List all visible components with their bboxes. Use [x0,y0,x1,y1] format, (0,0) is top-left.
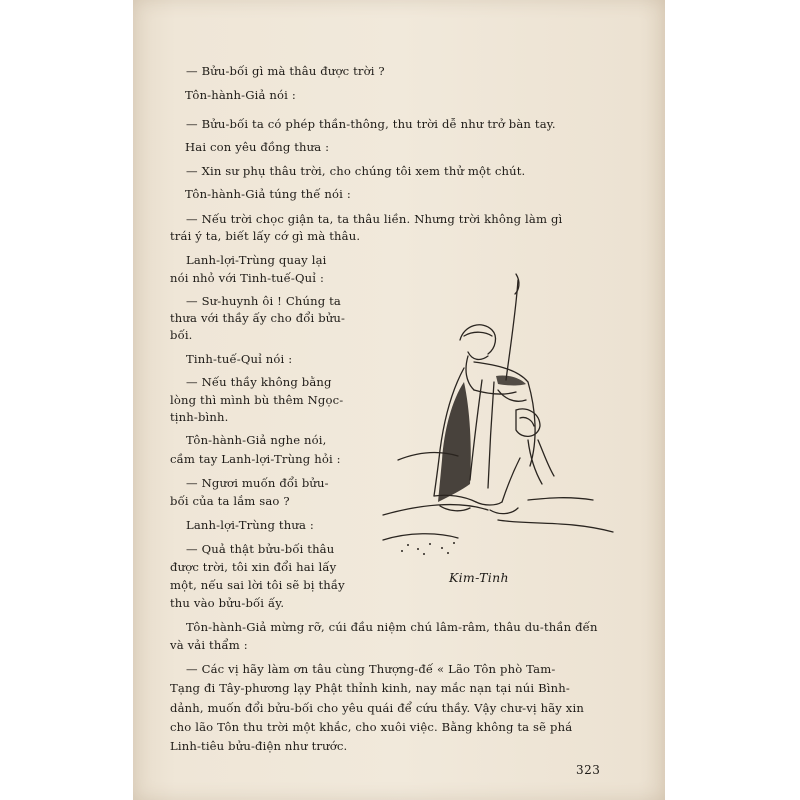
text-line: một, nếu sai lời tôi sẽ bị thầy [170,578,345,592]
text-line: Tôn-hành-Giả túng thế nói : [185,187,351,201]
text-line: và vải thẩm : [170,638,248,652]
text-line: — Ngươi muốn đổi bửu- [186,476,329,490]
text-line: dảnh, muốn đổi bửu-bối cho yêu quái để cứu thầy. Vậy chư-vị hãy xin [170,701,584,715]
illustration-caption: Kim-Tinh [449,570,509,585]
text-line: Tôn-hành-Giả mừng rỡ, cúi đầu niệm chú lâm-râm, thâu du-thần đến [186,620,598,634]
text-line: cầm tay Lanh-lợi-Trùng hỏi : [170,452,341,466]
text-line: — Bửu-bối ta có phép thần-thông, thu trời dễ như trở bàn tay. [186,117,556,131]
text-line: thưa với thầy ấy cho đổi bửu- [170,311,346,325]
text-line: thu vào bửu-bối ấy. [170,596,285,610]
text-line: — Xin sư phụ thâu trời, cho chúng tôi xem thử một chút. [186,164,526,178]
book-page [133,0,665,800]
text-line: Tôn-hành-Giả nói : [185,88,296,102]
kim-tinh-illustration [378,270,628,560]
text-line: — Sư-huynh ôi ! Chúng ta [186,294,341,308]
text-line: Hai con yêu đồng thưa : [185,140,330,154]
text-line: bối của ta lắm sao ? [170,494,290,508]
text-line: Linh-tiêu bửu-điện như trước. [170,739,348,753]
text-line: — Các vị hãy làm ơn tâu cùng Thượng-đế « Lão Tôn phò Tam- [186,662,556,676]
text-line: trái ý ta, biết lấy cớ gì mà thâu. [170,229,361,243]
text-line: cho lão Tôn thu trời một khắc, cho xuôi việc. Bằng không ta sẽ phá [170,720,573,734]
text-line: bối. [170,328,193,342]
text-line: — Quả thật bửu-bối thâu [186,542,335,556]
text-line: Lanh-lợi-Trùng thưa : [186,518,314,532]
text-line: Lanh-lợi-Trùng quay lại [186,253,327,267]
text-line: nói nhỏ với Tinh-tuế-Quỉ : [170,271,325,285]
text-line: tịnh-bình. [170,410,229,424]
text-line: — Nếu thầy không bằng [186,375,332,389]
text-line: — Bửu-bối gì mà thâu được trời ? [186,64,385,78]
text-line: được trời, tôi xin đổi hai lấy [170,560,337,574]
text-line: Tinh-tuế-Quỉ nói : [186,352,293,366]
text-line: Tạng đi Tây-phương lạy Phật thỉnh kinh, nay mắc nạn tại núi Bình- [170,681,570,695]
text-line: — Nếu trời chọc giận ta, ta thâu liền. Nhưng trời không làm gì [186,212,563,226]
text-line: lòng thì mình bù thêm Ngọc- [170,393,344,407]
page-number: 323 [576,763,601,777]
text-line: Tôn-hành-Giả nghe nói, [186,433,327,447]
